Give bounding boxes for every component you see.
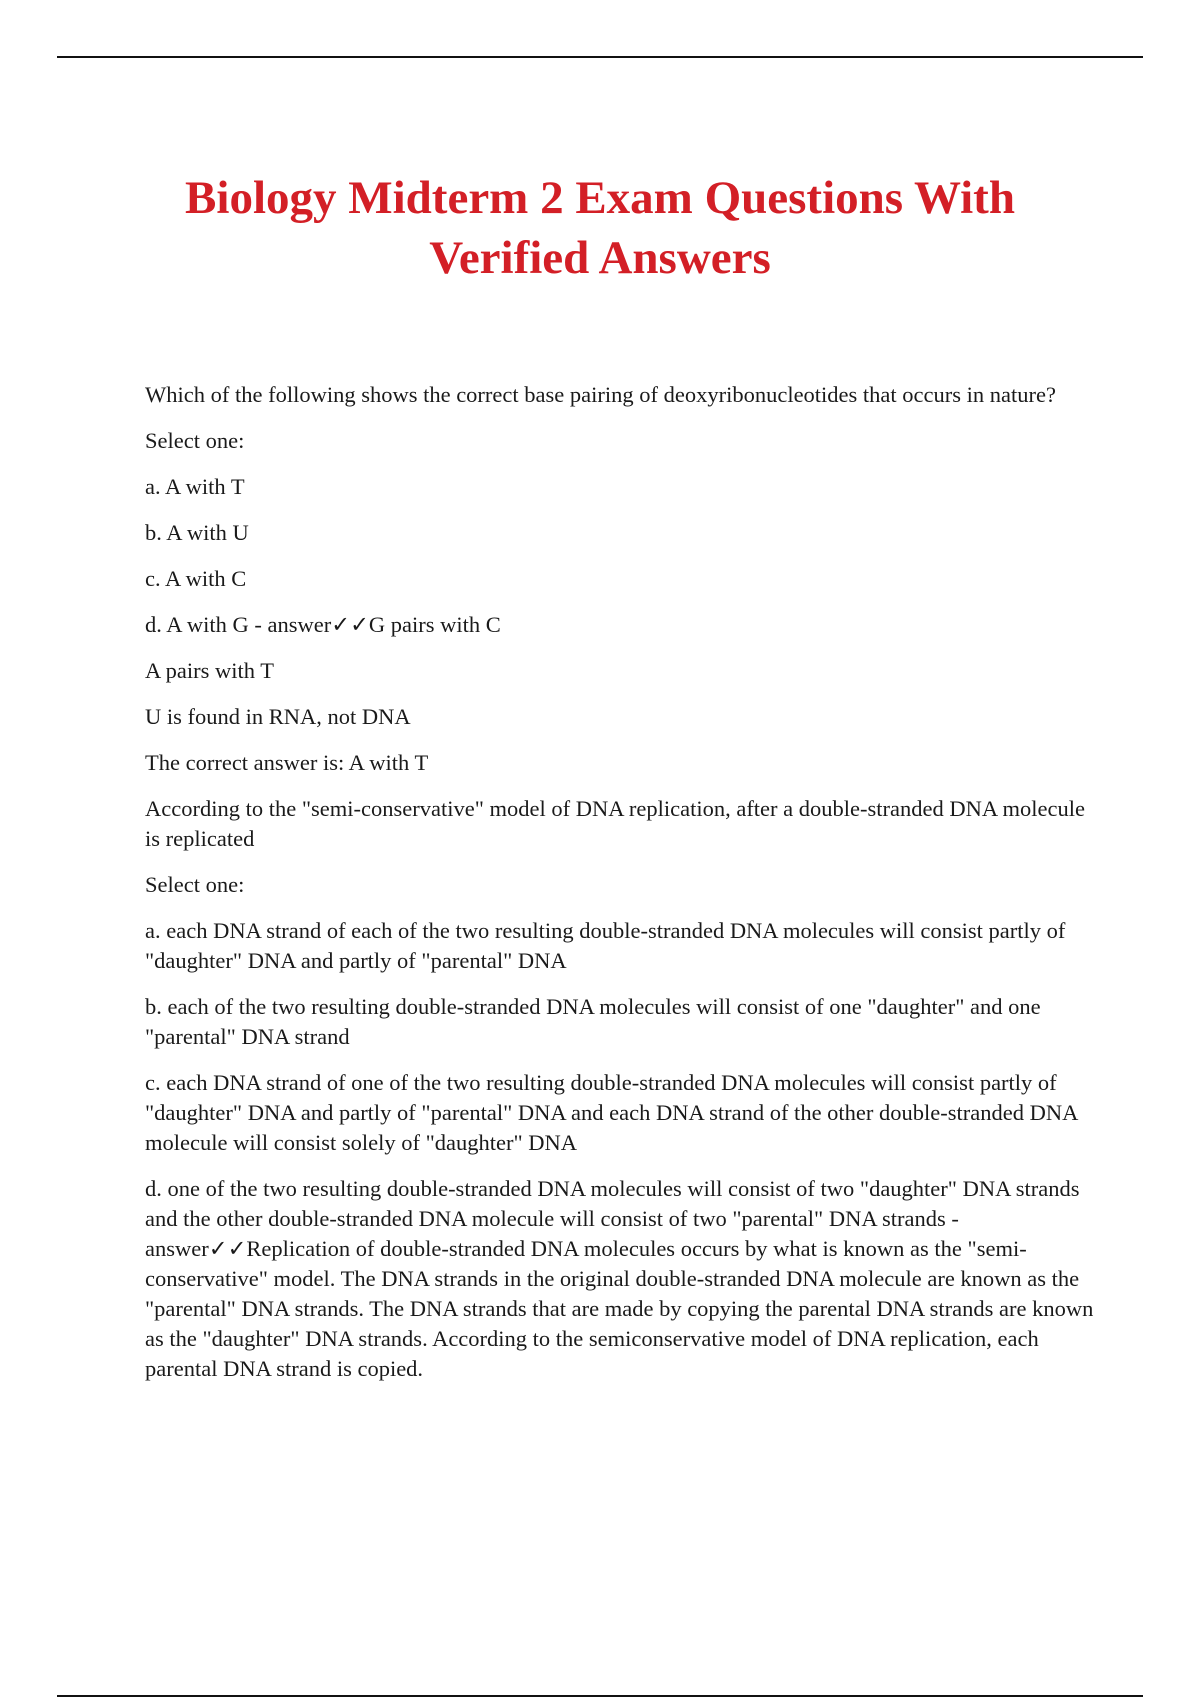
question-2-instruction: Select one: (145, 872, 245, 897)
question-1-option-d: d. A with G - answer✓✓G pairs with C (145, 612, 501, 637)
question-1-option-b: b. A with U (145, 520, 249, 545)
question-2-option-a: a. each DNA strand of each of the two resulting double-stranded DNA molecules will consist partly of "daughter" DNA and partly of "parental" DNA (145, 918, 1066, 973)
question-2-option-c: c. each DNA strand of one of the two resulting double-stranded DNA molecules will consist partly of "daughter" DNA and partly of "parental" DNA and each DNA strand of the other double-stranded DNA molecule will consist solely of "daughter" DNA (145, 1070, 1078, 1155)
question-1-option-c: c. A with C (145, 566, 247, 591)
question-2-option-b: b. each of the two resulting double-stranded DNA molecules will consist of one "daughter" and one "parental" DNA strand (145, 994, 1041, 1049)
top-divider (57, 56, 1143, 58)
question-1-instruction: Select one: (145, 428, 245, 453)
bottom-divider (57, 1695, 1143, 1697)
question-2-prompt: According to the "semi-conservative" model of DNA replication, after a double-stranded DNA molecule is replicated (145, 796, 1085, 851)
document-body (145, 380, 1095, 1400)
question-1-explanation-line: U is found in RNA, not DNA (145, 704, 411, 729)
document-title: Biology Midterm 2 Exam Questions With Verified Answers (185, 172, 1015, 284)
question-1-option-a: a. A with T (145, 474, 245, 499)
question-2-option-d: d. one of the two resulting double-stranded DNA molecules will consist of two "daughter" DNA strands and the other double-stranded DNA molecule will consist of two "parental" DNA strands - answer✓✓Replication of double-stranded DNA molecules occurs by what is known as the "semi-conservative" model. The DNA strands in the original double-stranded DNA molecule are known as the "parental" DNA strands. The DNA strands that are made by copying the parental DNA strands are known as the "daughter" DNA strands. According to the semiconservative model of DNA replication, each parental DNA strand is copied. (145, 1176, 1094, 1381)
question-1-correct-answer: The correct answer is: A with T (145, 750, 429, 775)
question-1-prompt: Which of the following shows the correct base pairing of deoxyribonucleotides that occurs in nature? (145, 382, 1056, 407)
question-1-explanation-line: A pairs with T (145, 658, 274, 683)
